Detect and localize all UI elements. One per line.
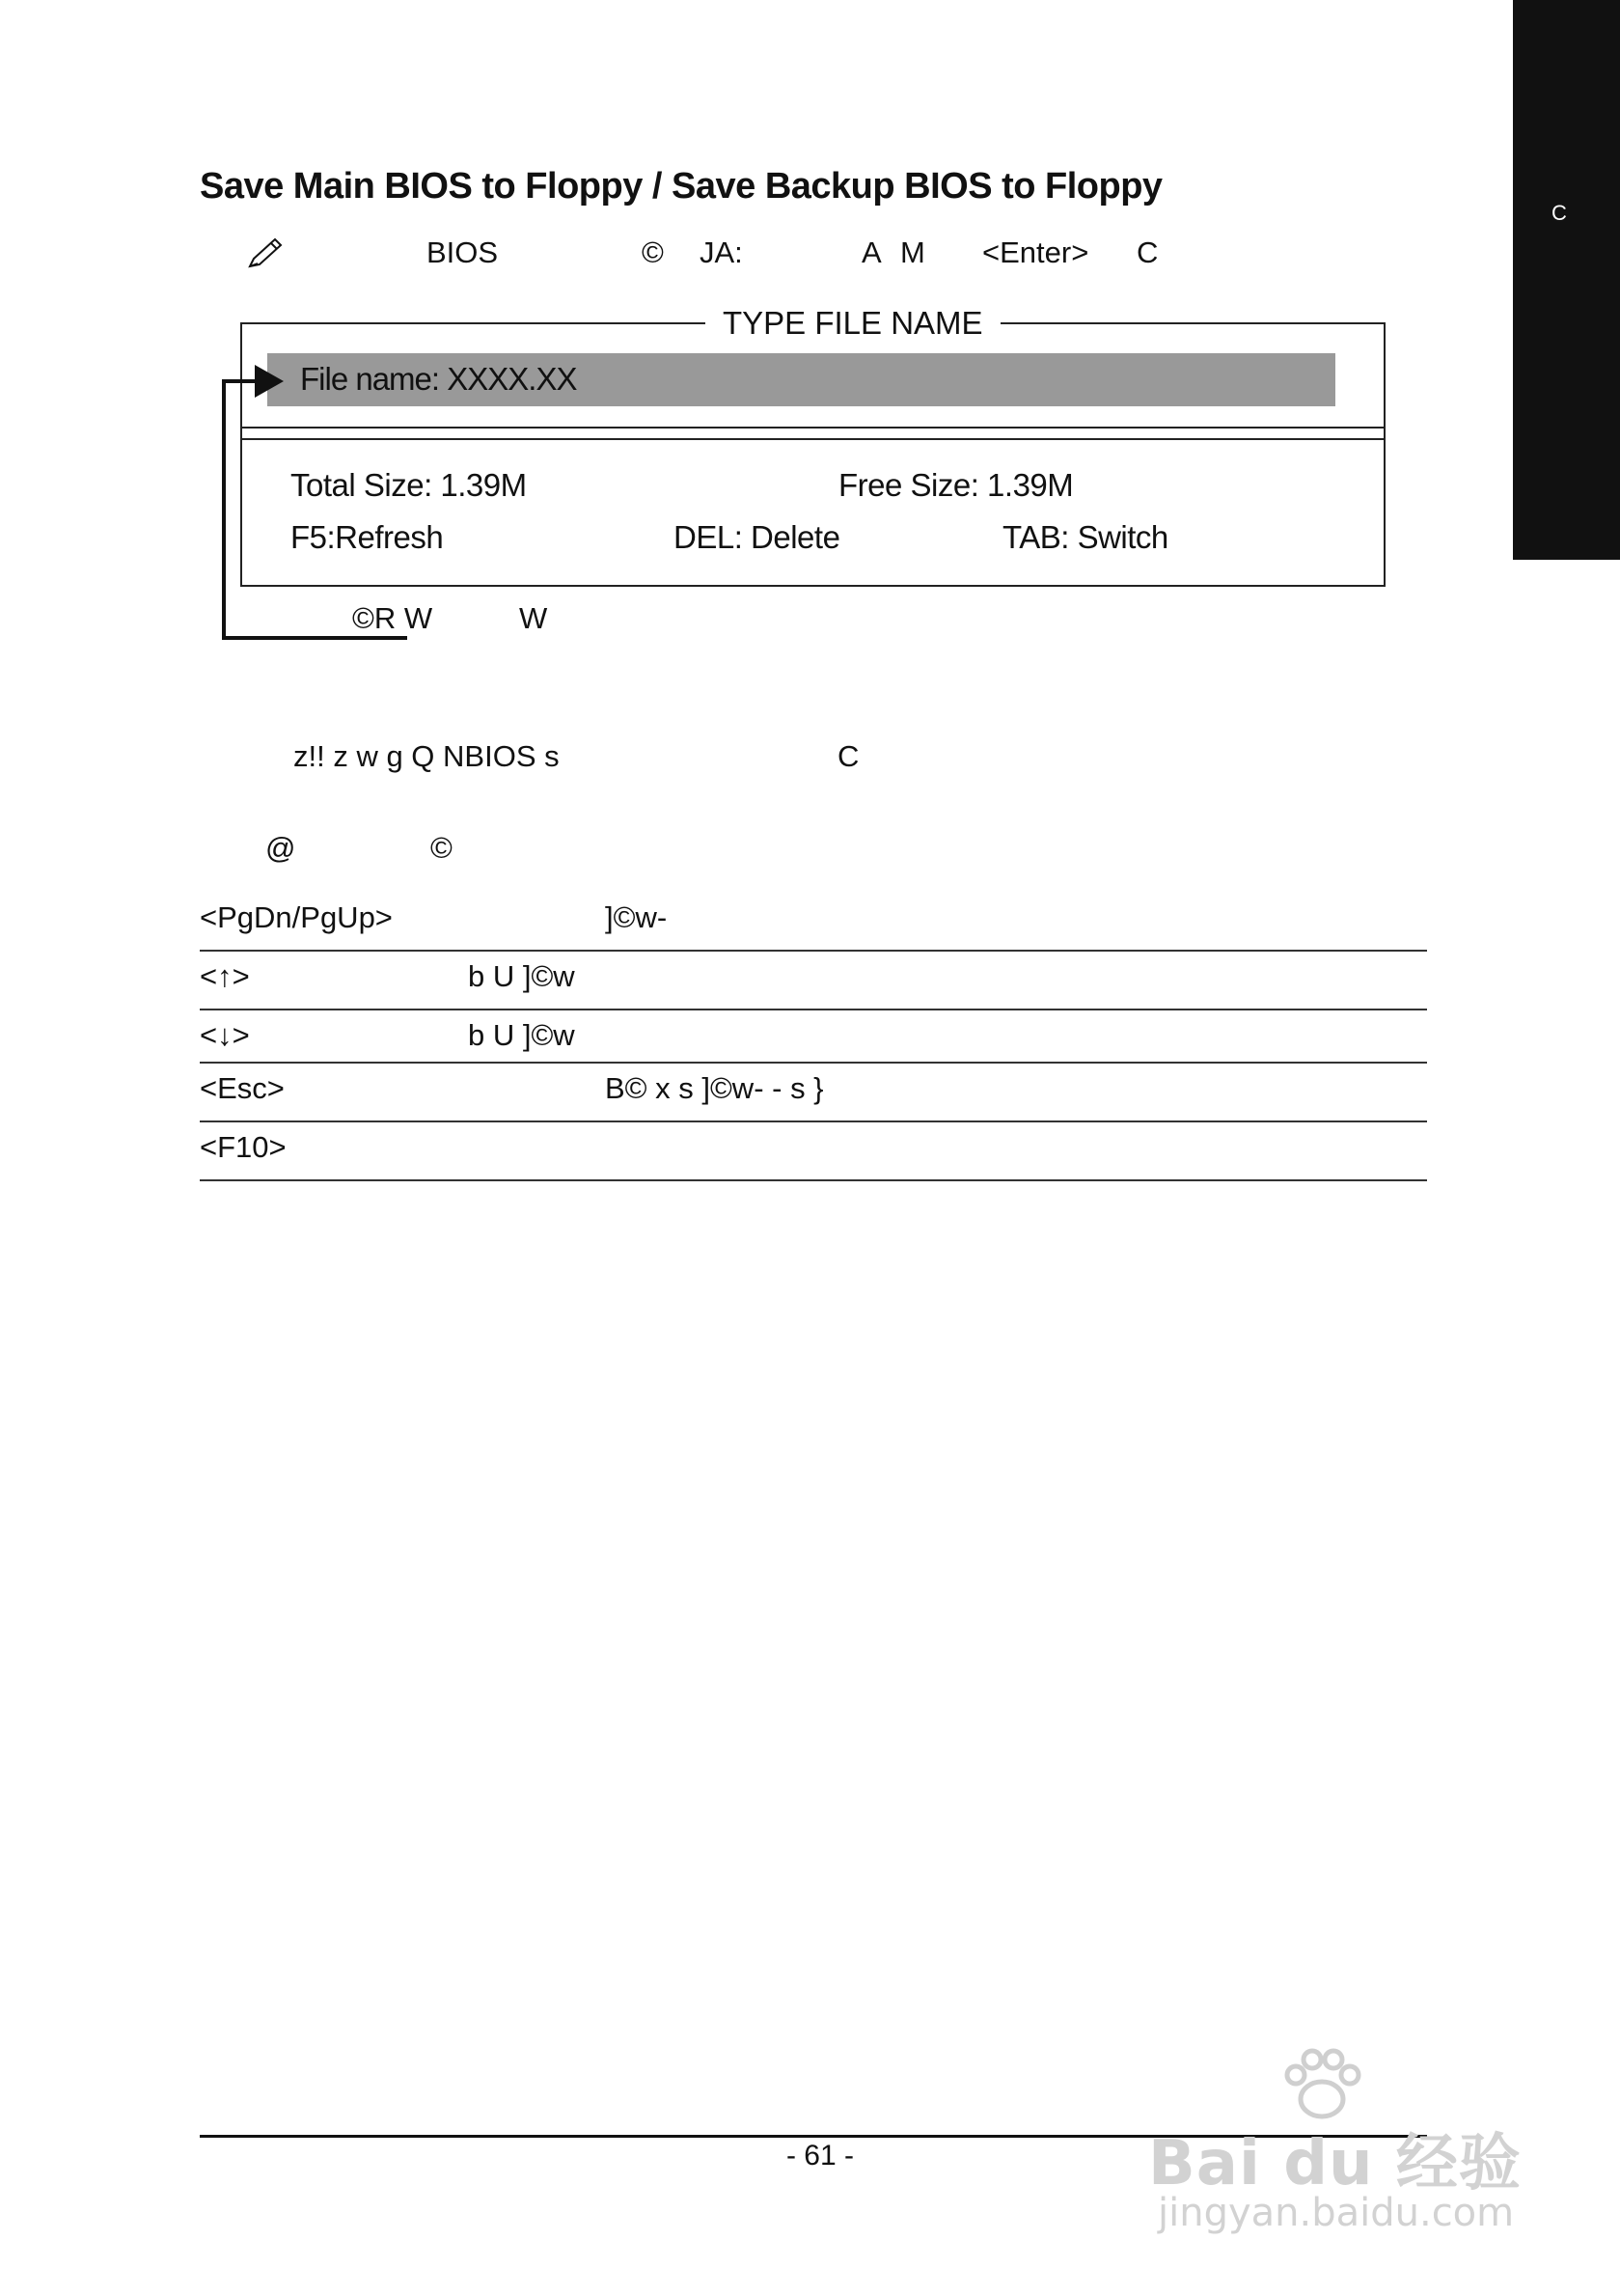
callout-label: ©R W <box>352 601 433 635</box>
desc-cell: B© x s ]©w- - s } <box>605 1071 824 1105</box>
table-row <box>200 893 1427 952</box>
desc-cell: ]©w- <box>605 900 668 934</box>
table-row <box>200 1010 1427 1064</box>
divider-line <box>242 438 1384 440</box>
callout-line-top <box>222 379 257 383</box>
page-number: - 61 - <box>785 2140 855 2172</box>
keys-header-left: @ <box>265 831 296 865</box>
file-name-field[interactable] <box>267 353 1335 406</box>
table-row <box>200 952 1427 1010</box>
table-row <box>200 1064 1427 1122</box>
divider-line <box>242 427 1384 429</box>
free-size-label: Free Size: 1.39M <box>838 467 1074 503</box>
key-cell: <↑> <box>200 959 250 993</box>
intro-fragment-m: M <box>900 235 925 269</box>
intro-fragment-a: A <box>862 235 882 269</box>
intro-fragment-c: C <box>1137 235 1159 269</box>
section-title: Save Main BIOS to Floppy / Save Backup BIOS to Floppy <box>200 166 1163 207</box>
keys-header-right: © <box>430 831 453 865</box>
chapter-letter: C <box>1551 201 1567 225</box>
pencil-icon <box>246 237 285 270</box>
key-table <box>200 893 1427 1181</box>
switch-key-hint: TAB: Switch <box>1002 519 1168 555</box>
callout-label-tail: W <box>519 601 548 635</box>
desc-cell: b U ]©w <box>468 1018 575 1052</box>
watermark <box>1148 2046 1534 2239</box>
watermark-url: jingyan.baidu.com <box>1158 2191 1515 2235</box>
paw-icon <box>1278 2046 1365 2123</box>
key-cell: <↓> <box>200 1018 250 1052</box>
key-cell: <PgDn/PgUp> <box>200 900 393 934</box>
chapter-side-tab <box>1513 0 1620 560</box>
desc-cell: b U ]©w <box>468 959 575 993</box>
note-text: z!! z w g Q NBIOS s <box>293 739 560 773</box>
key-cell: <Esc> <box>200 1071 285 1105</box>
callout-line-bottom <box>222 636 407 640</box>
table-row <box>200 1122 1427 1181</box>
intro-fragment-ja: JA: <box>700 235 743 269</box>
type-file-name-dialog <box>240 305 1386 587</box>
watermark-brand: Bai du 经验 <box>1148 2128 1522 2199</box>
key-cell: <F10> <box>200 1130 287 1164</box>
intro-fragment-bios: BIOS <box>426 235 499 269</box>
callout-line-vertical <box>222 379 226 640</box>
intro-line <box>246 235 1211 274</box>
intro-fragment-copyright: © <box>642 235 664 269</box>
note-text-tail: C <box>837 739 860 773</box>
delete-key-hint: DEL: Delete <box>673 519 840 555</box>
refresh-key-hint: F5:Refresh <box>290 519 444 555</box>
file-name-value: File name: XXXX.XX <box>300 361 577 397</box>
total-size-label: Total Size: 1.39M <box>290 467 527 503</box>
arrow-right-icon <box>255 365 284 398</box>
dialog-title: TYPE FILE NAME <box>705 305 1001 342</box>
intro-fragment-enter: <Enter> <box>982 235 1089 269</box>
